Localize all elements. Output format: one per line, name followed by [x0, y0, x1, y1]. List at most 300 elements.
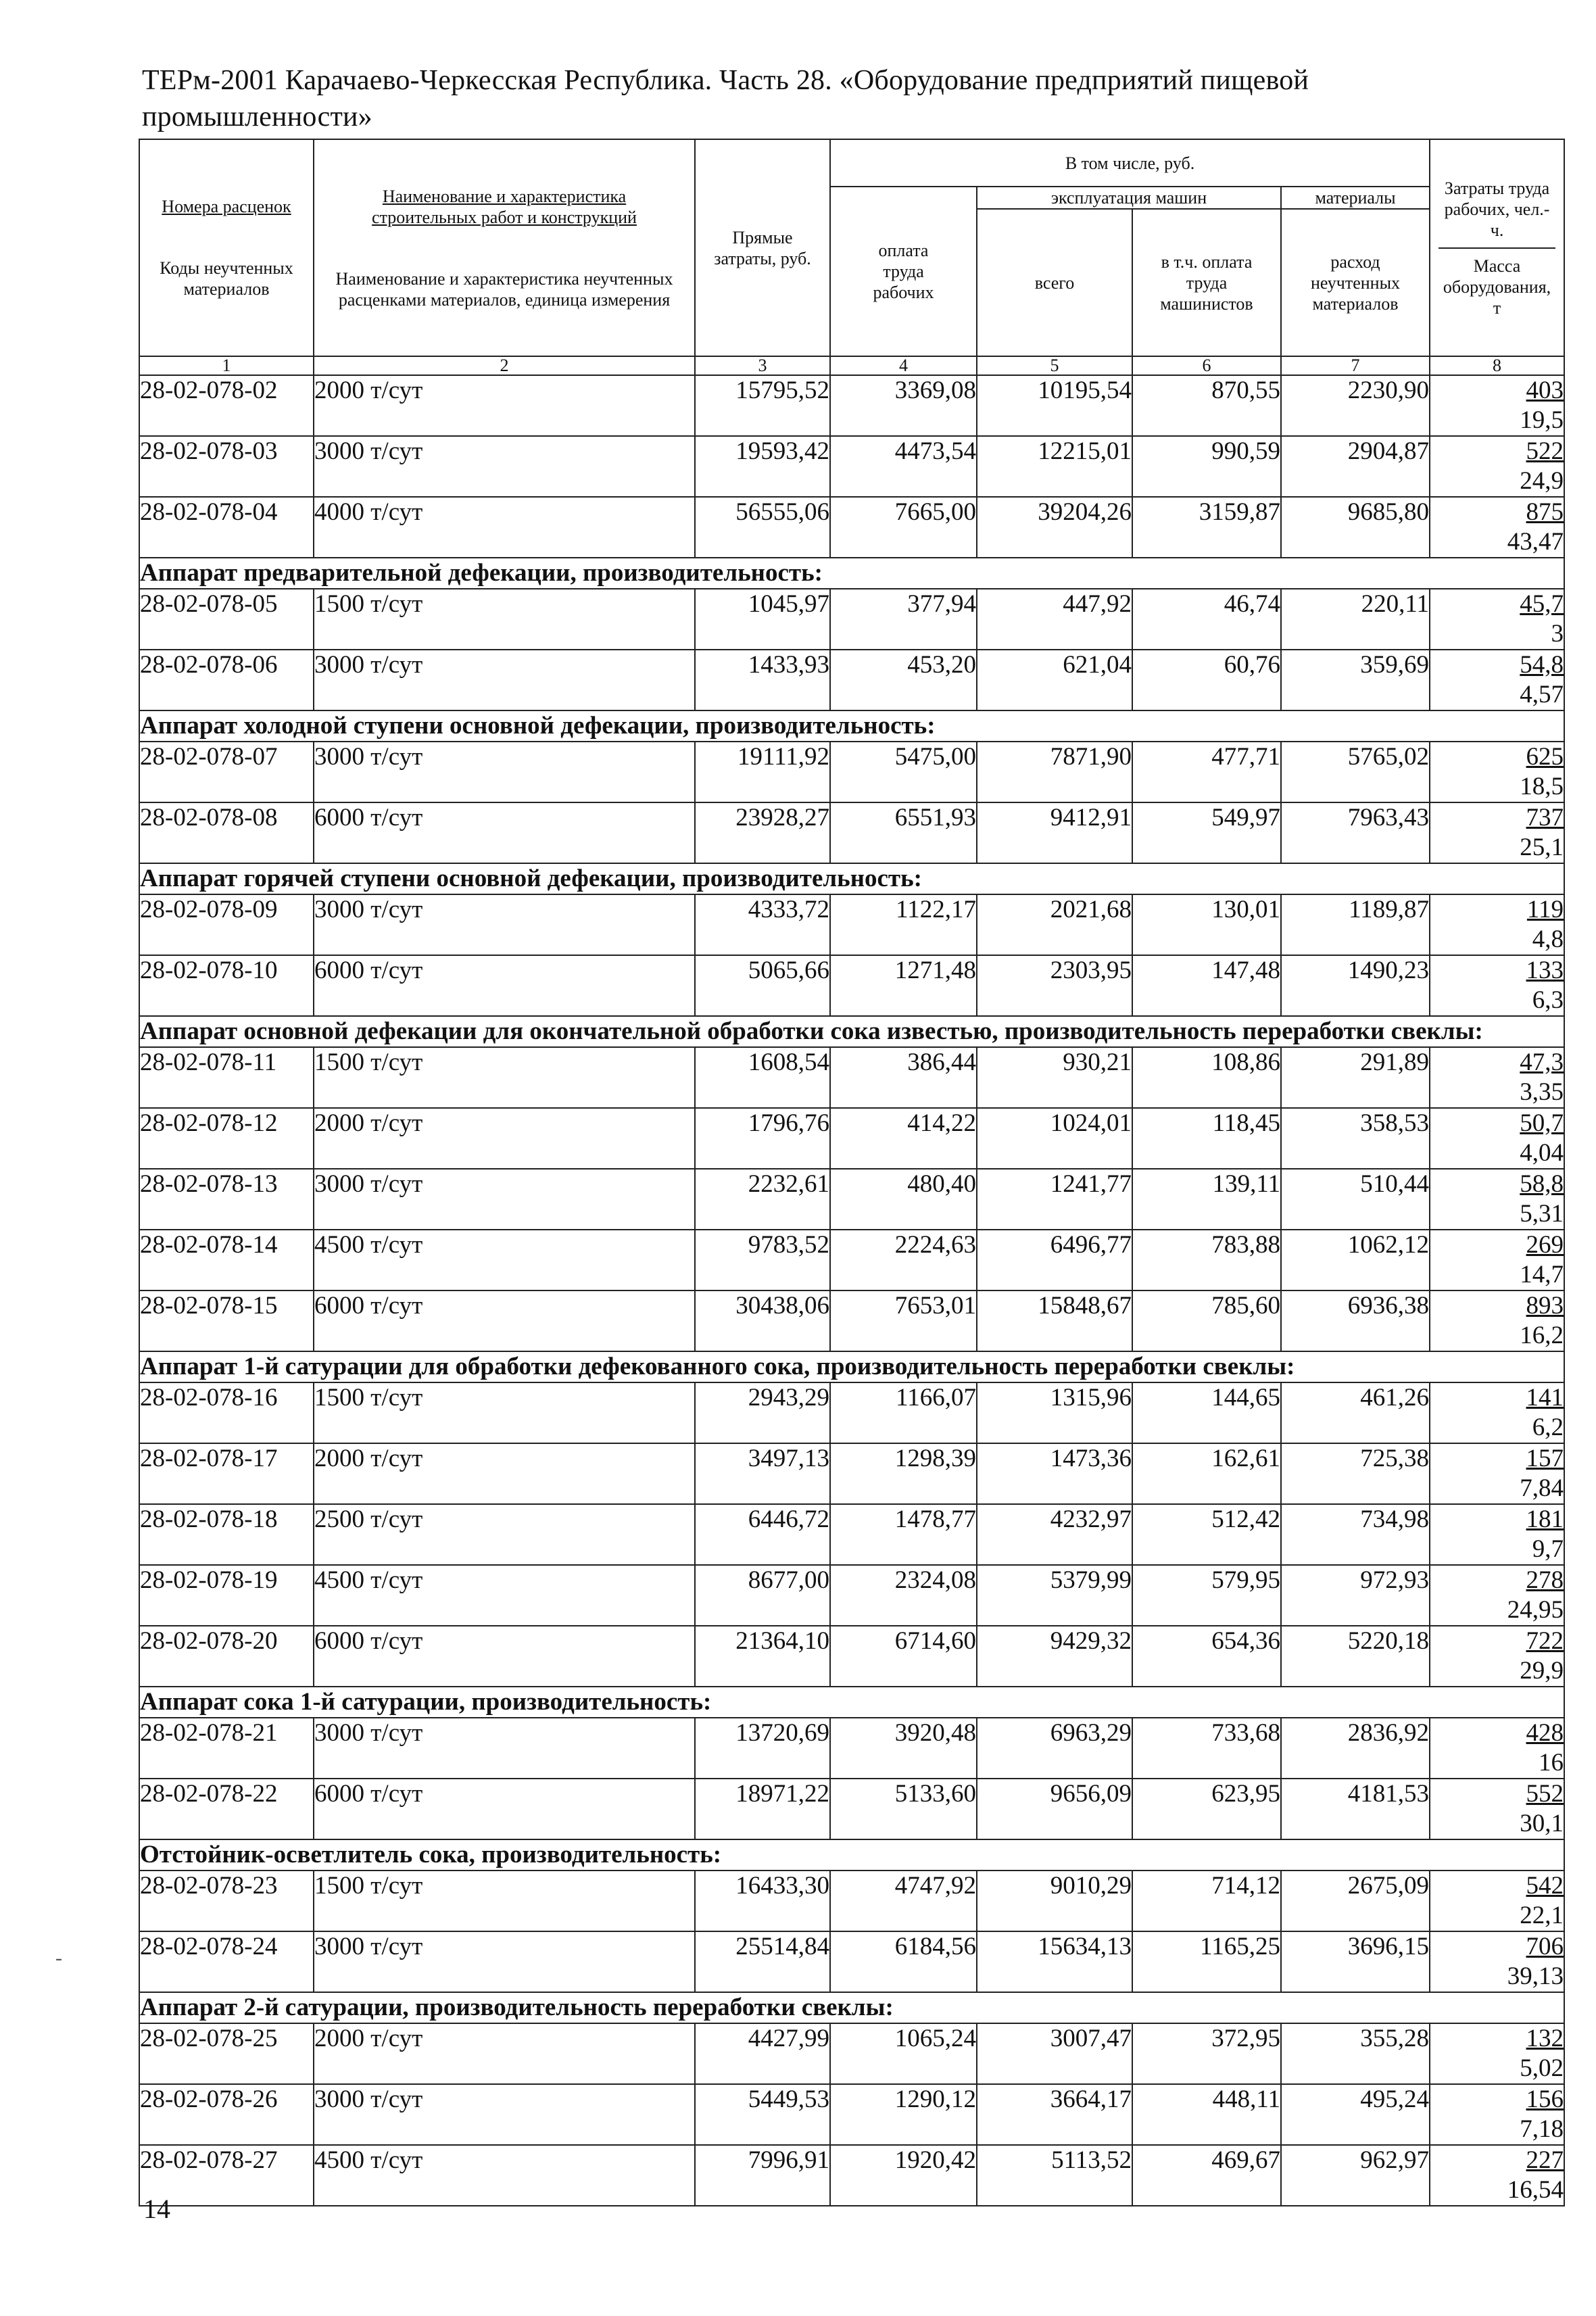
machinist-wage-cell: 623,95 — [1132, 1779, 1281, 1839]
labor-mass-cell — [1430, 1871, 1564, 1931]
rate-code-cell: 28-02-078-02 — [139, 375, 314, 436]
mass-value: 5,02 — [1520, 2054, 1564, 2082]
labor-value: 706 — [1526, 1933, 1564, 1960]
machinist-wage-cell: 654,36 — [1132, 1626, 1281, 1687]
header-machinist-wage: в т.ч. оплата труда машинистов — [1132, 209, 1281, 356]
mass-value: 4,8 — [1532, 925, 1564, 953]
wage-cell: 1478,77 — [830, 1504, 977, 1565]
rate-code-cell: 28-02-078-15 — [139, 1290, 314, 1351]
section-title: Аппарат предварительной дефекации, производительность: — [139, 558, 1564, 589]
labor-mass-cell — [1430, 2023, 1564, 2084]
direct-costs-cell: 2943,29 — [695, 1382, 830, 1443]
labor-mass-cell — [1430, 1931, 1564, 1992]
wage-cell: 3920,48 — [830, 1718, 977, 1779]
table-row — [139, 1290, 1564, 1351]
capacity-cell: 6000 т/сут — [314, 1779, 695, 1839]
labor-mass-cell — [1430, 1504, 1564, 1565]
labor-mass-cell — [1430, 1047, 1564, 1108]
labor-value: 156 — [1526, 2085, 1564, 2113]
header-materials: материалы — [1281, 187, 1430, 209]
materials-cell: 495,24 — [1281, 2084, 1430, 2145]
direct-costs-cell: 2232,61 — [695, 1169, 830, 1230]
mass-value: 18,5 — [1520, 773, 1564, 800]
machines-total-cell: 9656,09 — [977, 1779, 1132, 1839]
capacity-cell: 1500 т/сут — [314, 1382, 695, 1443]
direct-costs-cell: 15795,52 — [695, 375, 830, 436]
machinist-wage-cell: 1165,25 — [1132, 1931, 1281, 1992]
mass-value: 24,9 — [1520, 467, 1564, 495]
rate-code-cell: 28-02-078-03 — [139, 436, 314, 497]
materials-cell: 1062,12 — [1281, 1230, 1430, 1290]
rate-code-cell: 28-02-078-07 — [139, 742, 314, 802]
machines-total-cell: 9412,91 — [977, 802, 1132, 863]
capacity-cell: 2000 т/сут — [314, 1108, 695, 1169]
labor-value: 269 — [1526, 1231, 1564, 1259]
labor-value: 45,7 — [1520, 590, 1564, 618]
section-title: Аппарат 1-й сатурации для обработки дефекованного сока, производительность переработки свеклы: — [139, 1351, 1564, 1382]
materials-cell: 461,26 — [1281, 1382, 1430, 1443]
section-header-row — [139, 1016, 1564, 1047]
wage-cell: 6551,93 — [830, 802, 977, 863]
table-row — [139, 955, 1564, 1016]
capacity-cell: 4500 т/сут — [314, 1230, 695, 1290]
wage-cell: 1290,12 — [830, 2084, 977, 2145]
mass-value: 30,1 — [1520, 1810, 1564, 1837]
capacity-cell: 6000 т/сут — [314, 955, 695, 1016]
wage-cell: 1166,07 — [830, 1382, 977, 1443]
machines-total-cell: 15848,67 — [977, 1290, 1132, 1351]
wage-cell: 7665,00 — [830, 497, 977, 558]
table-row — [139, 1626, 1564, 1687]
machinist-wage-cell: 469,67 — [1132, 2145, 1281, 2206]
section-title: Аппарат холодной ступени основной дефекации, производительность: — [139, 710, 1564, 742]
col-number: 7 — [1281, 356, 1430, 375]
machinist-wage-cell: 785,60 — [1132, 1290, 1281, 1351]
capacity-cell: 3000 т/сут — [314, 742, 695, 802]
rate-code-cell: 28-02-078-18 — [139, 1504, 314, 1565]
materials-cell: 291,89 — [1281, 1047, 1430, 1108]
rate-code-cell: 28-02-078-12 — [139, 1108, 314, 1169]
wage-cell: 386,44 — [830, 1047, 977, 1108]
machines-total-cell: 10195,54 — [977, 375, 1132, 436]
table-row — [139, 650, 1564, 710]
direct-costs-cell: 3497,13 — [695, 1443, 830, 1504]
wage-cell: 1271,48 — [830, 955, 977, 1016]
labor-mass-cell — [1430, 1290, 1564, 1351]
section-title: Аппарат горячей ступени основной дефекации, производительность: — [139, 863, 1564, 894]
machinist-wage-cell: 714,12 — [1132, 1871, 1281, 1931]
rate-code-cell: 28-02-078-27 — [139, 2145, 314, 2206]
capacity-cell: 6000 т/сут — [314, 1626, 695, 1687]
rate-code-cell: 28-02-078-16 — [139, 1382, 314, 1443]
labor-value: 737 — [1526, 804, 1564, 831]
table-row — [139, 1565, 1564, 1626]
section-header-row — [139, 1839, 1564, 1871]
machinist-wage-cell: 733,68 — [1132, 1718, 1281, 1779]
table-row — [139, 2084, 1564, 2145]
labor-mass-cell — [1430, 1626, 1564, 1687]
rate-code-cell: 28-02-078-20 — [139, 1626, 314, 1687]
direct-costs-cell: 1045,97 — [695, 589, 830, 650]
col-number: 3 — [695, 356, 830, 375]
rates-table — [139, 139, 1565, 2206]
machines-total-cell: 6963,29 — [977, 1718, 1132, 1779]
table-body — [139, 375, 1564, 2206]
rate-code-cell: 28-02-078-19 — [139, 1565, 314, 1626]
wage-cell: 6184,56 — [830, 1931, 977, 1992]
machinist-wage-cell: 46,74 — [1132, 589, 1281, 650]
capacity-cell: 3000 т/сут — [314, 1931, 695, 1992]
direct-costs-cell: 16433,30 — [695, 1871, 830, 1931]
table-row — [139, 2145, 1564, 2206]
wage-cell: 1065,24 — [830, 2023, 977, 2084]
machines-total-cell: 7871,90 — [977, 742, 1132, 802]
machines-total-cell: 1024,01 — [977, 1108, 1132, 1169]
machines-total-cell: 12215,01 — [977, 436, 1132, 497]
capacity-cell: 3000 т/сут — [314, 1718, 695, 1779]
materials-cell: 3696,15 — [1281, 1931, 1430, 1992]
labor-mass-cell — [1430, 436, 1564, 497]
labor-value: 157 — [1526, 1445, 1564, 1472]
machines-total-cell: 2303,95 — [977, 955, 1132, 1016]
labor-value: 403 — [1526, 377, 1564, 404]
machinist-wage-cell: 477,71 — [1132, 742, 1281, 802]
direct-costs-cell: 8677,00 — [695, 1565, 830, 1626]
labor-value: 132 — [1526, 2025, 1564, 2052]
wage-cell: 6714,60 — [830, 1626, 977, 1687]
direct-costs-cell: 1796,76 — [695, 1108, 830, 1169]
labor-value: 58,8 — [1520, 1170, 1564, 1198]
materials-cell: 6936,38 — [1281, 1290, 1430, 1351]
rate-code-cell: 28-02-078-22 — [139, 1779, 314, 1839]
materials-cell: 358,53 — [1281, 1108, 1430, 1169]
labor-mass-cell — [1430, 1169, 1564, 1230]
machines-total-cell: 5379,99 — [977, 1565, 1132, 1626]
machinist-wage-cell: 147,48 — [1132, 955, 1281, 1016]
section-header-row — [139, 1687, 1564, 1718]
labor-value: 47,3 — [1520, 1048, 1564, 1076]
rate-code-cell: 28-02-078-08 — [139, 802, 314, 863]
capacity-cell: 2000 т/сут — [314, 2023, 695, 2084]
machinist-wage-cell: 139,11 — [1132, 1169, 1281, 1230]
table-row — [139, 1169, 1564, 1230]
direct-costs-cell: 9783,52 — [695, 1230, 830, 1290]
machines-total-cell: 2021,68 — [977, 894, 1132, 955]
labor-value: 428 — [1526, 1719, 1564, 1747]
labor-mass-cell — [1430, 1230, 1564, 1290]
materials-cell: 220,11 — [1281, 589, 1430, 650]
wage-cell: 3369,08 — [830, 375, 977, 436]
labor-value: 227 — [1526, 2146, 1564, 2174]
table-row — [139, 375, 1564, 436]
labor-mass-cell — [1430, 802, 1564, 863]
section-title: Аппарат основной дефекации для окончательной обработки сока известью, производительность переработки свеклы: — [139, 1016, 1564, 1047]
col-number: 4 — [830, 356, 977, 375]
labor-value: 50,7 — [1520, 1109, 1564, 1137]
labor-value: 133 — [1526, 957, 1564, 984]
wage-cell: 1298,39 — [830, 1443, 977, 1504]
rate-code-cell: 28-02-078-23 — [139, 1871, 314, 1931]
materials-cell: 359,69 — [1281, 650, 1430, 710]
table-row — [139, 589, 1564, 650]
direct-costs-cell: 25514,84 — [695, 1931, 830, 1992]
labor-mass-cell — [1430, 742, 1564, 802]
labor-mass-cell — [1430, 1382, 1564, 1443]
rate-code-cell: 28-02-078-17 — [139, 1443, 314, 1504]
labor-mass-cell — [1430, 1108, 1564, 1169]
capacity-cell: 4000 т/сут — [314, 497, 695, 558]
capacity-cell: 3000 т/сут — [314, 2084, 695, 2145]
machines-total-cell: 4232,97 — [977, 1504, 1132, 1565]
mass-value: 16,54 — [1507, 2176, 1564, 2204]
direct-costs-cell: 19593,42 — [695, 436, 830, 497]
page-number: 14 — [143, 2194, 170, 2224]
materials-cell: 1189,87 — [1281, 894, 1430, 955]
machines-total-cell: 6496,77 — [977, 1230, 1132, 1290]
rate-code-cell: 28-02-078-13 — [139, 1169, 314, 1230]
machinist-wage-cell: 549,97 — [1132, 802, 1281, 863]
table-row — [139, 1504, 1564, 1565]
labor-value: 893 — [1526, 1292, 1564, 1320]
col-number: 2 — [314, 356, 695, 375]
mass-value: 4,04 — [1520, 1139, 1564, 1167]
table-row — [139, 1230, 1564, 1290]
table-row — [139, 802, 1564, 863]
header-materials-consumption: расход неучтенных материалов — [1281, 209, 1430, 356]
table-row — [139, 1382, 1564, 1443]
machines-total-cell: 1241,77 — [977, 1169, 1132, 1230]
labor-mass-cell — [1430, 1443, 1564, 1504]
labor-value: 181 — [1526, 1505, 1564, 1533]
machines-total-cell: 447,92 — [977, 589, 1132, 650]
wage-cell: 480,40 — [830, 1169, 977, 1230]
header-wage: оплата труда рабочих — [830, 187, 977, 356]
direct-costs-cell: 23928,27 — [695, 802, 830, 863]
section-header-row — [139, 558, 1564, 589]
labor-value: 141 — [1526, 1384, 1564, 1412]
header-names: Наименование и характеристика строительных работ и конструкций Наименование и характеристика неучтенных расценками материалов, единица измерения — [314, 139, 695, 356]
capacity-cell: 6000 т/сут — [314, 1290, 695, 1351]
wage-cell: 7653,01 — [830, 1290, 977, 1351]
direct-costs-cell: 6446,72 — [695, 1504, 830, 1565]
header-machine-total: всего — [977, 209, 1132, 356]
mass-value: 14,7 — [1520, 1261, 1564, 1288]
wage-cell: 4747,92 — [830, 1871, 977, 1931]
header-codes: Номера расценок Коды неучтенных материалов — [139, 139, 314, 356]
materials-cell: 2904,87 — [1281, 436, 1430, 497]
rate-code-cell: 28-02-078-04 — [139, 497, 314, 558]
machines-total-cell: 3007,47 — [977, 2023, 1132, 2084]
labor-value: 625 — [1526, 743, 1564, 771]
materials-cell: 4181,53 — [1281, 1779, 1430, 1839]
header-in-total: В том числе, руб. — [830, 139, 1430, 187]
rate-code-cell: 28-02-078-06 — [139, 650, 314, 710]
labor-mass-cell — [1430, 894, 1564, 955]
machinist-wage-cell: 118,45 — [1132, 1108, 1281, 1169]
mass-value: 3,35 — [1520, 1078, 1564, 1106]
wage-cell: 1122,17 — [830, 894, 977, 955]
section-title: Аппарат сока 1-й сатурации, производительность: — [139, 1687, 1564, 1718]
machines-total-cell: 3664,17 — [977, 2084, 1132, 2145]
labor-mass-cell — [1430, 589, 1564, 650]
mass-value: 7,18 — [1520, 2115, 1564, 2143]
labor-value: 522 — [1526, 437, 1564, 465]
machines-total-cell: 930,21 — [977, 1047, 1132, 1108]
machinist-wage-cell: 870,55 — [1132, 375, 1281, 436]
rate-code-cell: 28-02-078-11 — [139, 1047, 314, 1108]
labor-mass-cell — [1430, 955, 1564, 1016]
materials-cell: 2836,92 — [1281, 1718, 1430, 1779]
wage-cell: 2224,63 — [830, 1230, 977, 1290]
table-row — [139, 1108, 1564, 1169]
materials-cell: 355,28 — [1281, 2023, 1430, 2084]
rate-code-cell: 28-02-078-09 — [139, 894, 314, 955]
table-row — [139, 1931, 1564, 1992]
machinist-wage-cell: 60,76 — [1132, 650, 1281, 710]
labor-mass-cell — [1430, 1779, 1564, 1839]
col-number: 6 — [1132, 356, 1281, 375]
rate-code-cell: 28-02-078-05 — [139, 589, 314, 650]
labor-mass-cell — [1430, 650, 1564, 710]
direct-costs-cell: 1608,54 — [695, 1047, 830, 1108]
labor-value: 722 — [1526, 1627, 1564, 1655]
labor-value: 119 — [1526, 896, 1564, 923]
mass-value: 25,1 — [1520, 834, 1564, 861]
capacity-cell: 3000 т/сут — [314, 650, 695, 710]
rate-code-cell: 28-02-078-25 — [139, 2023, 314, 2084]
materials-cell: 5765,02 — [1281, 742, 1430, 802]
table-row — [139, 1047, 1564, 1108]
section-header-row — [139, 1351, 1564, 1382]
mass-value: 24,95 — [1507, 1596, 1564, 1624]
mass-value: 19,5 — [1520, 406, 1564, 434]
machines-total-cell: 5113,52 — [977, 2145, 1132, 2206]
direct-costs-cell: 5449,53 — [695, 2084, 830, 2145]
rate-code-cell: 28-02-078-24 — [139, 1931, 314, 1992]
mass-value: 6,3 — [1532, 986, 1564, 1014]
labor-mass-cell — [1430, 2145, 1564, 2206]
mass-value: 6,2 — [1532, 1414, 1564, 1441]
machinist-wage-cell: 579,95 — [1132, 1565, 1281, 1626]
margin-mark: - — [55, 1947, 62, 1969]
machinist-wage-cell: 130,01 — [1132, 894, 1281, 955]
section-header-row — [139, 710, 1564, 742]
capacity-cell: 6000 т/сут — [314, 802, 695, 863]
machinist-wage-cell: 162,61 — [1132, 1443, 1281, 1504]
table-row — [139, 894, 1564, 955]
wage-cell: 2324,08 — [830, 1565, 977, 1626]
table-row — [139, 497, 1564, 558]
rate-code-cell: 28-02-078-14 — [139, 1230, 314, 1290]
materials-cell: 1490,23 — [1281, 955, 1430, 1016]
machines-total-cell: 9010,29 — [977, 1871, 1132, 1931]
machinist-wage-cell: 108,86 — [1132, 1047, 1281, 1108]
direct-costs-cell: 7996,91 — [695, 2145, 830, 2206]
rate-code-cell: 28-02-078-26 — [139, 2084, 314, 2145]
table-row — [139, 1871, 1564, 1931]
header-direct-costs: Прямые затраты, руб. — [695, 139, 830, 356]
labor-value: 54,8 — [1520, 651, 1564, 679]
mass-value: 22,1 — [1520, 1902, 1564, 1929]
document-title: ТЕРм-2001 Карачаево-Черкесская Республика. Часть 28. «Оборудование предприятий пищевой промышленности» — [142, 65, 1309, 132]
section-title: Отстойник-осветлитель сока, производительность: — [139, 1839, 1564, 1871]
mass-value: 16 — [1539, 1749, 1564, 1777]
direct-costs-cell: 1433,93 — [695, 650, 830, 710]
machines-total-cell: 39204,26 — [977, 497, 1132, 558]
table-row — [139, 1718, 1564, 1779]
header-labor: Затраты труда рабочих, чел.-ч. Масса оборудования, т — [1430, 139, 1564, 356]
machinist-wage-cell: 372,95 — [1132, 2023, 1281, 2084]
materials-cell: 510,44 — [1281, 1169, 1430, 1230]
col-number: 1 — [139, 356, 314, 375]
materials-cell: 972,93 — [1281, 1565, 1430, 1626]
direct-costs-cell: 13720,69 — [695, 1718, 830, 1779]
col-number: 8 — [1430, 356, 1564, 375]
machinist-wage-cell: 990,59 — [1132, 436, 1281, 497]
labor-mass-cell — [1430, 375, 1564, 436]
machinist-wage-cell: 783,88 — [1132, 1230, 1281, 1290]
capacity-cell: 1500 т/сут — [314, 589, 695, 650]
labor-mass-cell — [1430, 1718, 1564, 1779]
machinist-wage-cell: 3159,87 — [1132, 497, 1281, 558]
machines-total-cell: 1315,96 — [977, 1382, 1132, 1443]
mass-value: 5,31 — [1520, 1200, 1564, 1228]
wage-cell: 5475,00 — [830, 742, 977, 802]
mass-value: 29,9 — [1520, 1657, 1564, 1685]
direct-costs-cell: 4333,72 — [695, 894, 830, 955]
materials-cell: 7963,43 — [1281, 802, 1430, 863]
table-row — [139, 436, 1564, 497]
table-row — [139, 2023, 1564, 2084]
labor-value: 278 — [1526, 1566, 1564, 1594]
direct-costs-cell: 18971,22 — [695, 1779, 830, 1839]
col-number: 5 — [977, 356, 1132, 375]
mass-value: 4,57 — [1520, 681, 1564, 708]
wage-cell: 5133,60 — [830, 1779, 977, 1839]
capacity-cell: 2000 т/сут — [314, 1443, 695, 1504]
direct-costs-cell: 21364,10 — [695, 1626, 830, 1687]
capacity-cell: 2000 т/сут — [314, 375, 695, 436]
table-row — [139, 1443, 1564, 1504]
materials-cell: 962,97 — [1281, 2145, 1430, 2206]
materials-cell: 5220,18 — [1281, 1626, 1430, 1687]
capacity-cell: 4500 т/сут — [314, 1565, 695, 1626]
wage-cell: 414,22 — [830, 1108, 977, 1169]
direct-costs-cell: 4427,99 — [695, 2023, 830, 2084]
capacity-cell: 3000 т/сут — [314, 436, 695, 497]
table-row — [139, 742, 1564, 802]
capacity-cell: 3000 т/сут — [314, 894, 695, 955]
mass-value: 3 — [1551, 620, 1564, 648]
capacity-cell: 1500 т/сут — [314, 1047, 695, 1108]
table-row — [139, 1779, 1564, 1839]
mass-value: 9,7 — [1532, 1535, 1564, 1563]
machinist-wage-cell: 448,11 — [1132, 2084, 1281, 2145]
machines-total-cell: 621,04 — [977, 650, 1132, 710]
labor-mass-cell — [1430, 2084, 1564, 2145]
labor-value: 552 — [1526, 1780, 1564, 1808]
direct-costs-cell: 56555,06 — [695, 497, 830, 558]
labor-mass-cell — [1430, 497, 1564, 558]
wage-cell: 1920,42 — [830, 2145, 977, 2206]
capacity-cell: 1500 т/сут — [314, 1871, 695, 1931]
wage-cell: 377,94 — [830, 589, 977, 650]
capacity-cell: 2500 т/сут — [314, 1504, 695, 1565]
mass-value: 16,2 — [1520, 1322, 1564, 1349]
mass-value: 39,13 — [1507, 1962, 1564, 1990]
section-header-row — [139, 863, 1564, 894]
materials-cell: 2675,09 — [1281, 1871, 1430, 1931]
